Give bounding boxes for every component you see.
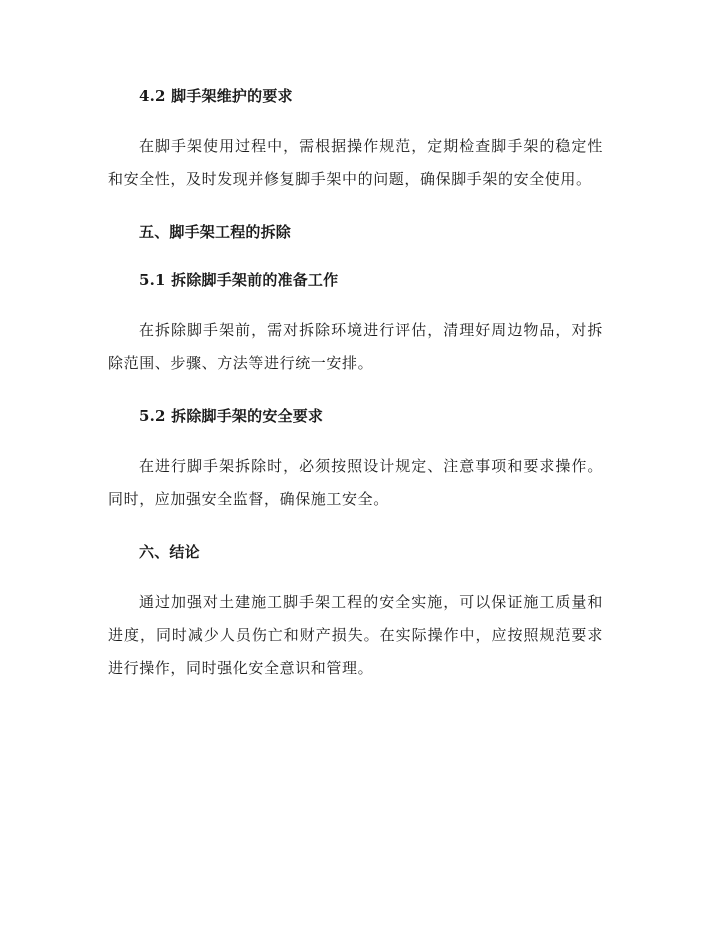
section-paragraph-5-1: 在拆除脚手架前，需对拆除环境进行评估，清理好周边物品，对拆除范围、步骤、方法等进行统一安排。 bbox=[108, 321, 603, 372]
section-heading-5: 五、脚手架工程的拆除 bbox=[139, 223, 292, 241]
section-heading-6: 六、结论 bbox=[139, 543, 200, 561]
section-heading-5-2: 5.2 拆除脚手架的安全要求 bbox=[139, 407, 324, 425]
document-body bbox=[108, 84, 603, 685]
section-heading-4-2: 4.2 脚手架维护的要求 bbox=[139, 87, 293, 105]
section-heading-5-1: 5.1 拆除脚手架前的准备工作 bbox=[139, 271, 339, 289]
section-paragraph-5-2: 在进行脚手架拆除时，必须按照设计规定、注意事项和要求操作。同时，应加强安全监督，确保施工安全。 bbox=[108, 457, 603, 508]
section-paragraph-6: 通过加强对土建施工脚手架工程的安全实施，可以保证施工质量和进度，同时减少人员伤亡和财产损失。在实际操作中，应按照规范要求进行操作，同时强化安全意识和管理。 bbox=[108, 593, 603, 677]
section-paragraph-4-2: 在脚手架使用过程中，需根据操作规范，定期检查脚手架的稳定性和安全性，及时发现并修复脚手架中的问题，确保脚手架的安全使用。 bbox=[108, 137, 603, 188]
